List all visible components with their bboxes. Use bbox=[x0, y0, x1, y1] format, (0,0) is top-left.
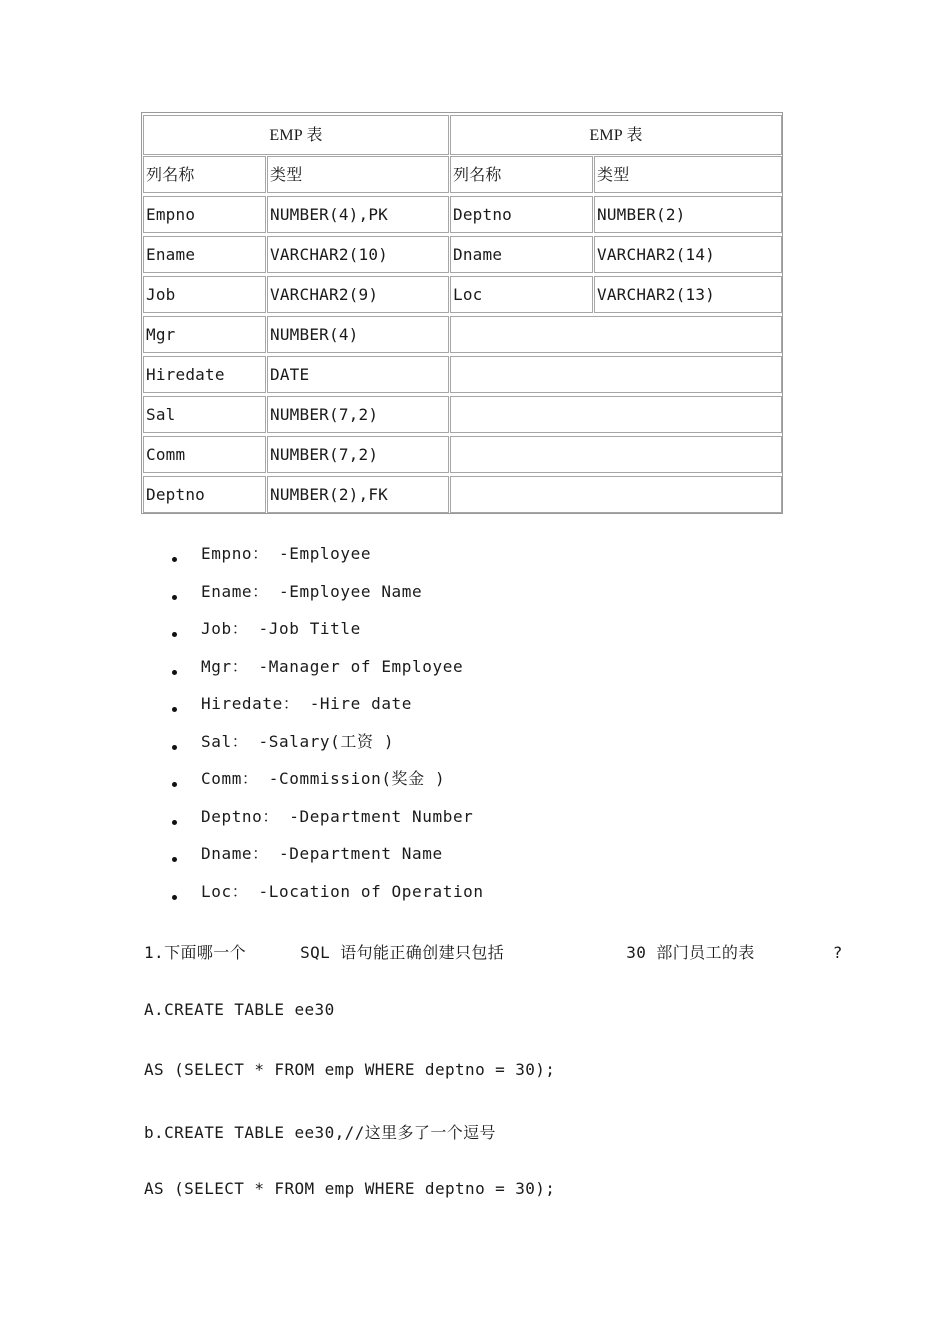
list-item-text: Dname： -Department Name bbox=[201, 844, 443, 863]
option-a-line1: A.CREATE TABLE ee30 bbox=[144, 1000, 335, 1019]
emp-column-name: Job bbox=[143, 276, 266, 313]
bullet-icon bbox=[172, 820, 177, 825]
list-item-text: Comm： -Commission(奖金 ) bbox=[201, 769, 446, 788]
list-item bbox=[170, 728, 484, 766]
question-part: 1.下面哪一个 bbox=[144, 943, 247, 962]
question-part: ? bbox=[832, 943, 843, 962]
table-header-emp: EMP 表 bbox=[143, 115, 449, 155]
emp-column-type: DATE bbox=[267, 356, 449, 393]
list-item-text: Job： -Job Title bbox=[201, 619, 361, 638]
emp-column-type: NUMBER(2),FK bbox=[267, 476, 449, 513]
bullet-icon bbox=[172, 895, 177, 900]
emp-column-type: NUMBER(4) bbox=[267, 316, 449, 353]
list-item bbox=[170, 653, 484, 691]
empty-cell bbox=[450, 316, 782, 353]
option-b-line1: b.CREATE TABLE ee30,//这里多了一个逗号 bbox=[144, 1123, 496, 1142]
list-item-text: Deptno： -Department Number bbox=[201, 806, 474, 826]
emp-column-type: VARCHAR2(9) bbox=[267, 276, 449, 313]
list-item-text: Sal： -Salary(工资 ) bbox=[201, 731, 395, 751]
emp-column-type: NUMBER(7,2) bbox=[267, 436, 449, 473]
bullet-icon bbox=[172, 707, 177, 712]
empty-cell bbox=[450, 396, 782, 433]
list-item bbox=[170, 615, 484, 653]
list-item-text: Hiredate： -Hire date bbox=[201, 694, 413, 713]
question-part: 30 部门员工的表 bbox=[626, 943, 755, 962]
bullet-icon bbox=[172, 632, 177, 637]
emp-column-name: Deptno bbox=[143, 476, 266, 513]
list-item bbox=[170, 803, 484, 841]
emp-column-name: Hiredate bbox=[143, 356, 266, 393]
dept-column-type: NUMBER(2) bbox=[594, 196, 782, 233]
emp-column-name: Empno bbox=[143, 196, 266, 233]
col-header-name: 列名称 bbox=[143, 156, 266, 193]
emp-column-type: NUMBER(7,2) bbox=[267, 396, 449, 433]
list-item bbox=[170, 690, 484, 728]
col-header-name: 列名称 bbox=[450, 156, 593, 193]
col-header-type: 类型 bbox=[594, 156, 782, 193]
list-item bbox=[170, 840, 484, 878]
empty-cell bbox=[450, 476, 782, 513]
dept-column-name: Deptno bbox=[450, 196, 593, 233]
table-header-dept: EMP 表 bbox=[450, 115, 782, 155]
emp-column-name: Sal bbox=[143, 396, 266, 433]
column-description-list bbox=[170, 540, 484, 915]
bullet-icon bbox=[172, 745, 177, 750]
list-item bbox=[170, 765, 484, 803]
emp-column-type: VARCHAR2(10) bbox=[267, 236, 449, 273]
bullet-icon bbox=[172, 557, 177, 562]
col-header-type: 类型 bbox=[267, 156, 449, 193]
question-text bbox=[144, 940, 843, 963]
dept-column-name: Dname bbox=[450, 236, 593, 273]
schema-table bbox=[141, 112, 783, 514]
bullet-icon bbox=[172, 595, 177, 600]
dept-column-type: VARCHAR2(14) bbox=[594, 236, 782, 273]
dept-column-name: Loc bbox=[450, 276, 593, 313]
emp-column-name: Comm bbox=[143, 436, 266, 473]
list-item bbox=[170, 578, 484, 616]
question-part: SQL 语句能正确创建只包括 bbox=[300, 943, 505, 962]
emp-column-type: NUMBER(4),PK bbox=[267, 196, 449, 233]
bullet-icon bbox=[172, 670, 177, 675]
list-item-text: Empno： -Employee bbox=[201, 544, 372, 563]
option-a-line2: AS (SELECT * FROM emp WHERE deptno = 30); bbox=[144, 1060, 556, 1079]
list-item bbox=[170, 540, 484, 578]
empty-cell bbox=[450, 356, 782, 393]
emp-column-name: Mgr bbox=[143, 316, 266, 353]
list-item bbox=[170, 878, 484, 916]
bullet-icon bbox=[172, 857, 177, 862]
list-item-text: Ename： -Employee Name bbox=[201, 581, 423, 601]
bullet-icon bbox=[172, 782, 177, 787]
dept-column-type: VARCHAR2(13) bbox=[594, 276, 782, 313]
list-item-text: Loc： -Location of Operation bbox=[201, 881, 484, 901]
option-b-line2: AS (SELECT * FROM emp WHERE deptno = 30); bbox=[144, 1179, 556, 1198]
list-item-text: Mgr： -Manager of Employee bbox=[201, 656, 464, 676]
emp-column-name: Ename bbox=[143, 236, 266, 273]
empty-cell bbox=[450, 436, 782, 473]
